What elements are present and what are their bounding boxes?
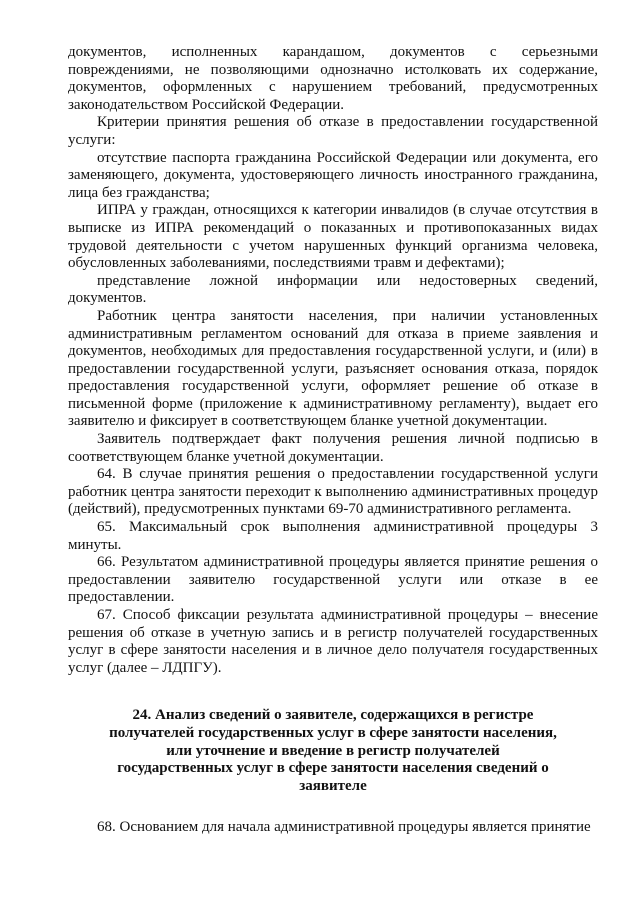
paragraph: 64. В случае принятия решения о предоставлении государственной услуги работник центра занятости переходит к выполнению административных процедур (действий), предусмотренных пунктами 69-70 административного регламента. bbox=[68, 466, 598, 518]
document-page bbox=[68, 44, 598, 837]
paragraph: Заявитель подтверждает факт получения решения личной подписью в соответствующем бланке учетной документации. bbox=[68, 431, 598, 465]
paragraph: Критерии принятия решения об отказе в предоставлении государственной услуги: bbox=[68, 114, 598, 148]
document-body-bottom bbox=[68, 819, 598, 837]
paragraph: 67. Способ фиксации результата административной процедуры – внесение решения об отказе в учетную запись и в регистр получателей государственных услуг в сфере занятости населения и в личное дело получателя государственных услуг (далее – ЛДПГУ). bbox=[68, 607, 598, 676]
paragraph: ИПРА у граждан, относящихся к категории инвалидов (в случае отсутствия в выписке из ИПРА рекомендаций о показанных и противопоказанных видах трудовой деятельности с учетом нарушенных функций организма человека, обусловленных заболеваниями, последствиями травм и дефектами); bbox=[68, 202, 598, 272]
paragraph: отсутствие паспорта гражданина Российской Федерации или документа, его заменяющего, документа, удостоверяющего личность иностранного гражданина, лица без гражданства; bbox=[68, 149, 598, 201]
paragraph: 65. Максимальный срок выполнения административной процедуры 3 минуты. bbox=[68, 519, 598, 553]
paragraph: Работник центра занятости населения, при наличии установленных административным регламентом оснований для отказа в приеме заявления и документов, необходимых для предоставления государственной услуги, и (или) в предоставлении государственной услуги, разъясняет основания отказа, порядок предоставления государственной услуги, оформляет решение об отказе в письменной форме (приложение к административному регламенту), выдает его заявителю и фиксирует в соответствующем бланке учетной документации. bbox=[68, 307, 598, 430]
paragraph: 68. Основанием для начала административной процедуры является принятие bbox=[97, 819, 591, 836]
paragraph: документов, исполненных карандашом, документов с серьезными повреждениями, не позволяющими однозначно истолковать их содержание, документов, оформленных с нарушением требований, предусмотренных законодательством Российской Федерации. bbox=[68, 44, 598, 113]
paragraph: представление ложной информации или недостоверных сведений, документов. bbox=[68, 272, 598, 307]
document-body-top bbox=[68, 44, 598, 677]
paragraph: 66. Результатом административной процедуры является принятие решения о предоставлении заявителю государственной услуги или отказе в ее предоставлении. bbox=[68, 554, 598, 606]
section-heading: 24. Анализ сведений о заявителе, содержащихся в регистре получателей государственных услуг в сфере занятости населения, или уточнение и введение в регистр получателей государственных услуг в сфере занятости населения сведений о заявителе bbox=[109, 707, 557, 794]
